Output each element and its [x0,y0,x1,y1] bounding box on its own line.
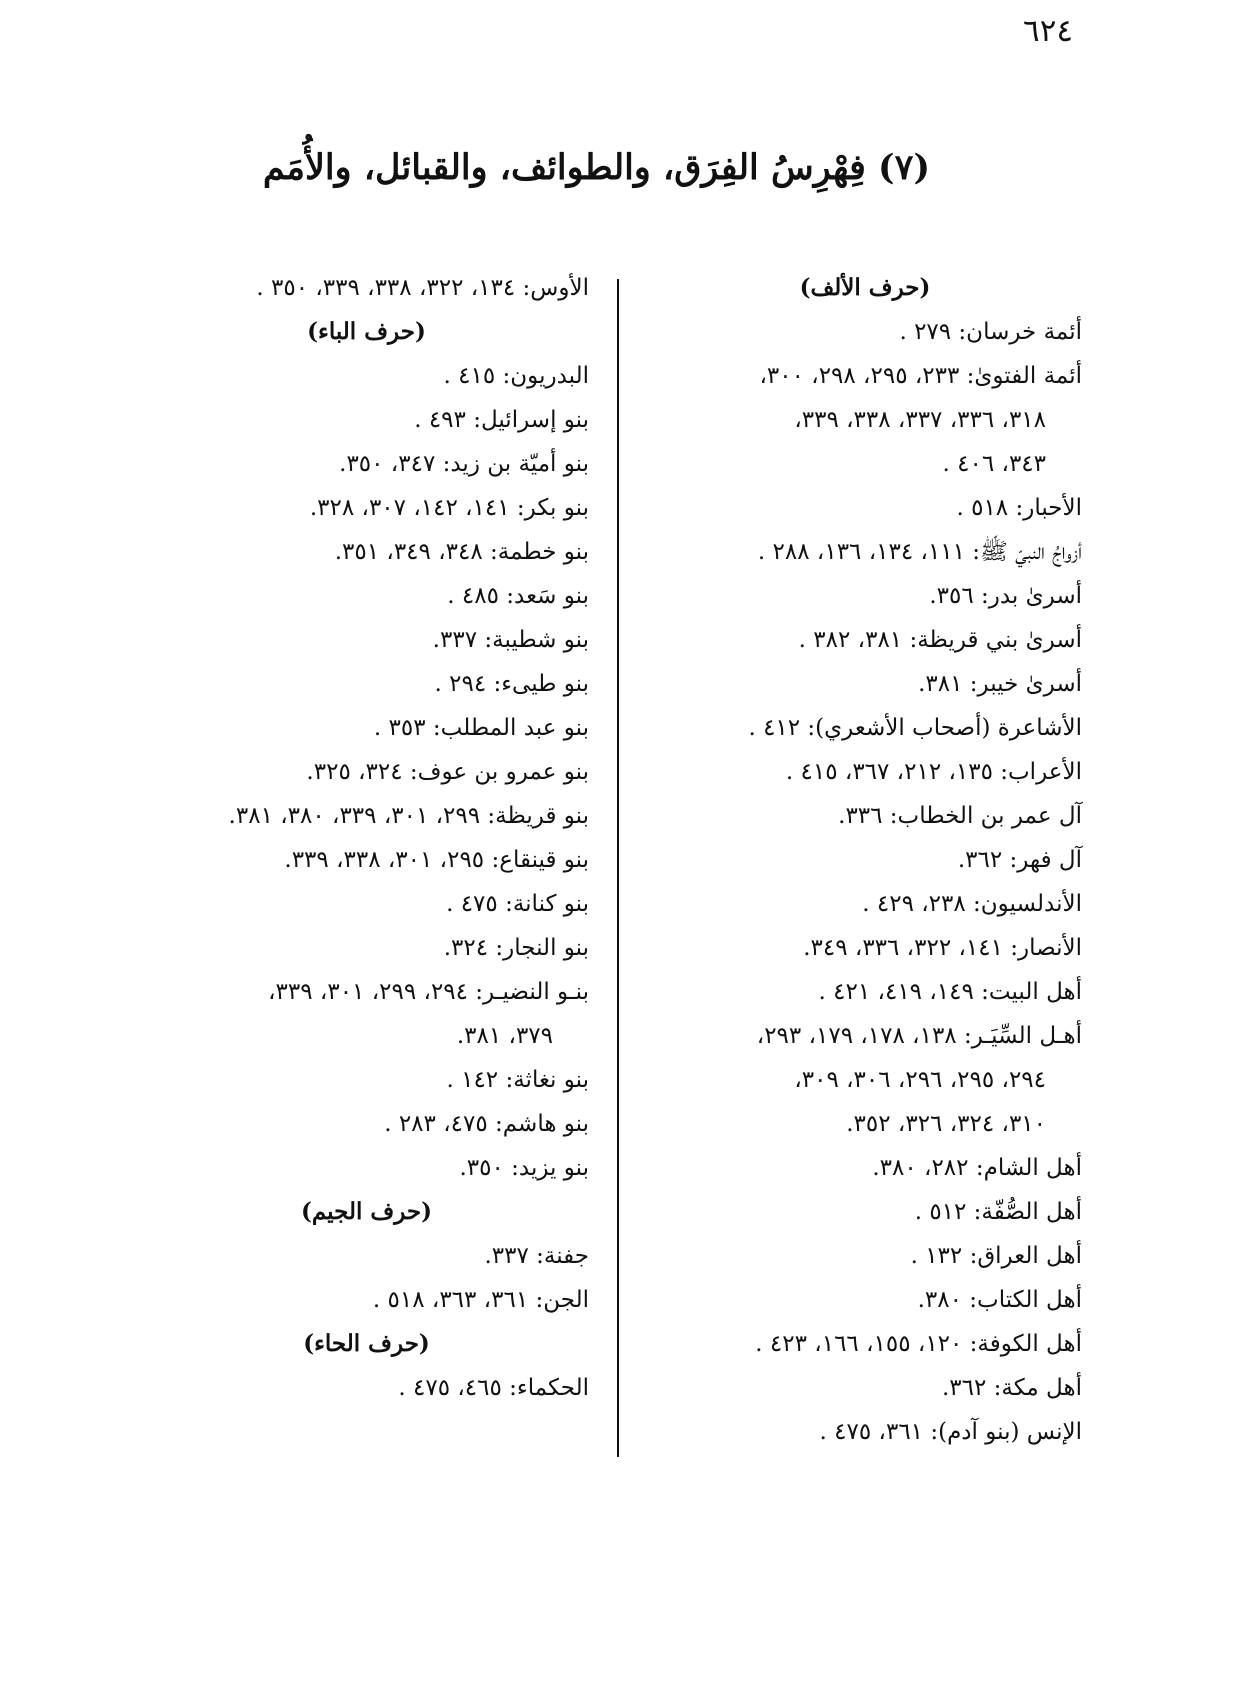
entry-line: بنو النجار: ٣٢٤. [443,935,589,961]
entry-line: بنو إسرائيل: ٤٩٣ . [414,407,589,433]
index-entry [144,618,589,662]
index-entry [648,1190,1082,1234]
index-entry [144,750,589,794]
entry-line: أهل مكة: ٣٦٢. [941,1375,1082,1401]
index-entry [144,1102,589,1146]
index-entry [144,1278,589,1322]
letter-heading: (حرف الألف) [799,274,931,301]
entry-line: الأعراب: ١٣٥، ٢١٢، ٣٦٧، ٤١٥ . [785,759,1082,785]
entry-continuation-line: ٢٩٤، ٢٩٥، ٢٩٦، ٣٠٦، ٣٠٩، [794,1067,1046,1093]
index-entry [144,574,589,618]
index-entry [648,354,1082,486]
index-entry [648,574,1082,618]
entry-line: أهل الكتاب: ٣٨٠. [917,1287,1082,1313]
index-entry [144,706,589,750]
entry-line: الإنس (بنو آدم): ٣٦١، ٤٧٥ . [819,1419,1082,1445]
index-entry [144,442,589,486]
index-entry [648,970,1082,1014]
entry-line: أئمة الفتوىٰ: ٢٣٣، ٢٩٥، ٢٩٨، ٣٠٠، [759,363,1082,389]
entry-line: بنـو النضيـر: ٢٩٤، ٢٩٩، ٣٠١، ٣٣٩، [268,979,589,1005]
column-divider [617,279,619,1457]
letter-heading: (حرف الباء) [307,318,426,345]
entry-line: الأندلسيون: ٢٣٨، ٤٢٩ . [862,891,1082,917]
index-entry [648,1146,1082,1190]
index-entry [648,1322,1082,1366]
entry-line: بنو أميّة بن زيد: ٣٤٧، ٣٥٠. [339,451,589,477]
entry-line: بنو يزيد: ٣٥٠. [459,1155,589,1181]
index-entry [144,970,589,1058]
entry-line: بنو عبد المطلب: ٣٥٣ . [373,715,589,741]
index-entry [648,486,1082,530]
entry-continuation-line: ٣٧٩، ٣٨١. [456,1023,553,1049]
entry-continuation-line: ٣١٨، ٣٣٦، ٣٣٧، ٣٣٨، ٣٣٩، [794,407,1046,433]
index-entry [648,618,1082,662]
letter-heading: (حرف الجيم) [300,1198,432,1225]
index-entry [144,838,589,882]
index-entry [144,794,589,838]
page-title: (٧) فِهْرِسُ الفِرَق، والطوائف، والقبائل، والأُمَم [262,147,930,188]
entry-continuation-line: ٣٤٣، ٤٠٦ . [942,451,1046,477]
entry-line: الأحبار: ٥١٨ . [956,495,1082,521]
index-entry [144,354,589,398]
index-column-right [648,266,1082,1454]
entry-line: أهل العراق: ١٣٢ . [910,1243,1082,1269]
index-entry [144,486,589,530]
index-entry [144,398,589,442]
page-number: ٦٢٤ [1023,13,1073,49]
entry-line: الأنصار: ١٤١، ٣٢٢، ٣٣٦، ٣٤٩. [803,935,1082,961]
entry-line: بنو نغاثة: ١٤٢ . [446,1067,589,1093]
entry-line: الأشاعرة (أصحاب الأشعري): ٤١٢ . [748,715,1082,741]
entry-line: أئمة خرسان: ٢٧٩ . [899,319,1082,345]
entry-line: أهل الصُّفّة: ٥١٢ . [914,1199,1082,1225]
index-entry [144,926,589,970]
index-entry [144,1058,589,1102]
entry-line: أسرىٰ بني قريظة: ٣٨١، ٣٨٢ . [798,627,1082,653]
index-entry [144,1366,589,1410]
index-entry [144,1146,589,1190]
entry-line: بنو قريظة: ٢٩٩، ٣٠١، ٣٣٩، ٣٨٠، ٣٨١. [228,803,589,829]
index-entry [144,530,589,574]
entry-line: بنو خطمة: ٣٤٨، ٣٤٩، ٣٥١. [334,539,589,565]
letter-heading: (حرف الحاء) [303,1330,430,1357]
index-entry [648,1014,1082,1146]
entry-line: أسرىٰ بدر: ٣٥٦. [929,583,1082,609]
index-entry [648,706,1082,750]
entry-line: بنو قينقاع: ٢٩٥، ٣٠١، ٣٣٨، ٣٣٩. [284,847,589,873]
entry-line: الأوس: ١٣٤، ٣٢٢، ٣٣٨، ٣٣٩، ٣٥٠ . [256,275,589,301]
index-entry [648,310,1082,354]
entry-line: أهل البيت: ١٤٩، ٤١٩، ٤٢١ . [818,979,1082,1005]
entry-line: جفنة: ٣٣٧. [484,1243,589,1269]
index-column-left [144,266,589,1410]
entry-line: الحكماء: ٤٦٥، ٤٧٥ . [398,1375,589,1401]
index-entry [648,926,1082,970]
index-entry [648,662,1082,706]
index-entry [648,530,1082,574]
index-entry [648,794,1082,838]
index-entry [648,1366,1082,1410]
index-entry [648,750,1082,794]
entry-line: آل فهر: ٣٦٢. [957,847,1082,873]
entry-line: البدريون: ٤١٥ . [443,363,589,389]
entry-line: بنو هاشم: ٤٧٥، ٢٨٣ . [384,1111,589,1137]
entry-line: أهل الكوفة: ١٢٠، ١٥٥، ١٦٦، ٤٢٣ . [755,1331,1082,1357]
entry-line: بنو سَعد: ٤٨٥ . [447,583,589,609]
entry-line: أهل الشام: ٢٨٢، ٣٨٠. [872,1155,1082,1181]
entry-line: آل عمر بن الخطاب: ٣٣٦. [838,803,1082,829]
entry-line: الجن: ٣٦١، ٣٦٣، ٥١٨ . [372,1287,589,1313]
index-entry [144,662,589,706]
index-entry [144,1234,589,1278]
entry-line: أسرىٰ خيبر: ٣٨١. [918,671,1082,697]
entry-line: أهـل السِّيَـر: ١٣٨، ١٧٨، ١٧٩، ٢٩٣، [756,1023,1082,1049]
index-entry [648,882,1082,926]
index-entry [648,1410,1082,1454]
entry-line: بنو شطيبة: ٣٣٧. [432,627,589,653]
entry-line: بنو طيىء: ٢٩٤ . [434,671,589,697]
index-entry [648,1278,1082,1322]
index-entry [144,882,589,926]
index-entry [648,1234,1082,1278]
entry-line: بنو كنانة: ٤٧٥ . [446,891,589,917]
entry-line: بنو بكر: ١٤١، ١٤٢، ٣٠٧، ٣٢٨. [309,495,589,521]
entry-line: أزواجُ النبيّ ﷺ: ١١١، ١٣٤، ١٣٦، ٢٨٨ . [757,539,1082,565]
entry-continuation-line: ٣١٠، ٣٢٤، ٣٢٦، ٣٥٢. [846,1111,1046,1137]
index-entry [144,266,589,310]
entry-line: بنو عمرو بن عوف: ٣٢٤، ٣٢٥. [306,759,589,785]
index-entry [648,838,1082,882]
